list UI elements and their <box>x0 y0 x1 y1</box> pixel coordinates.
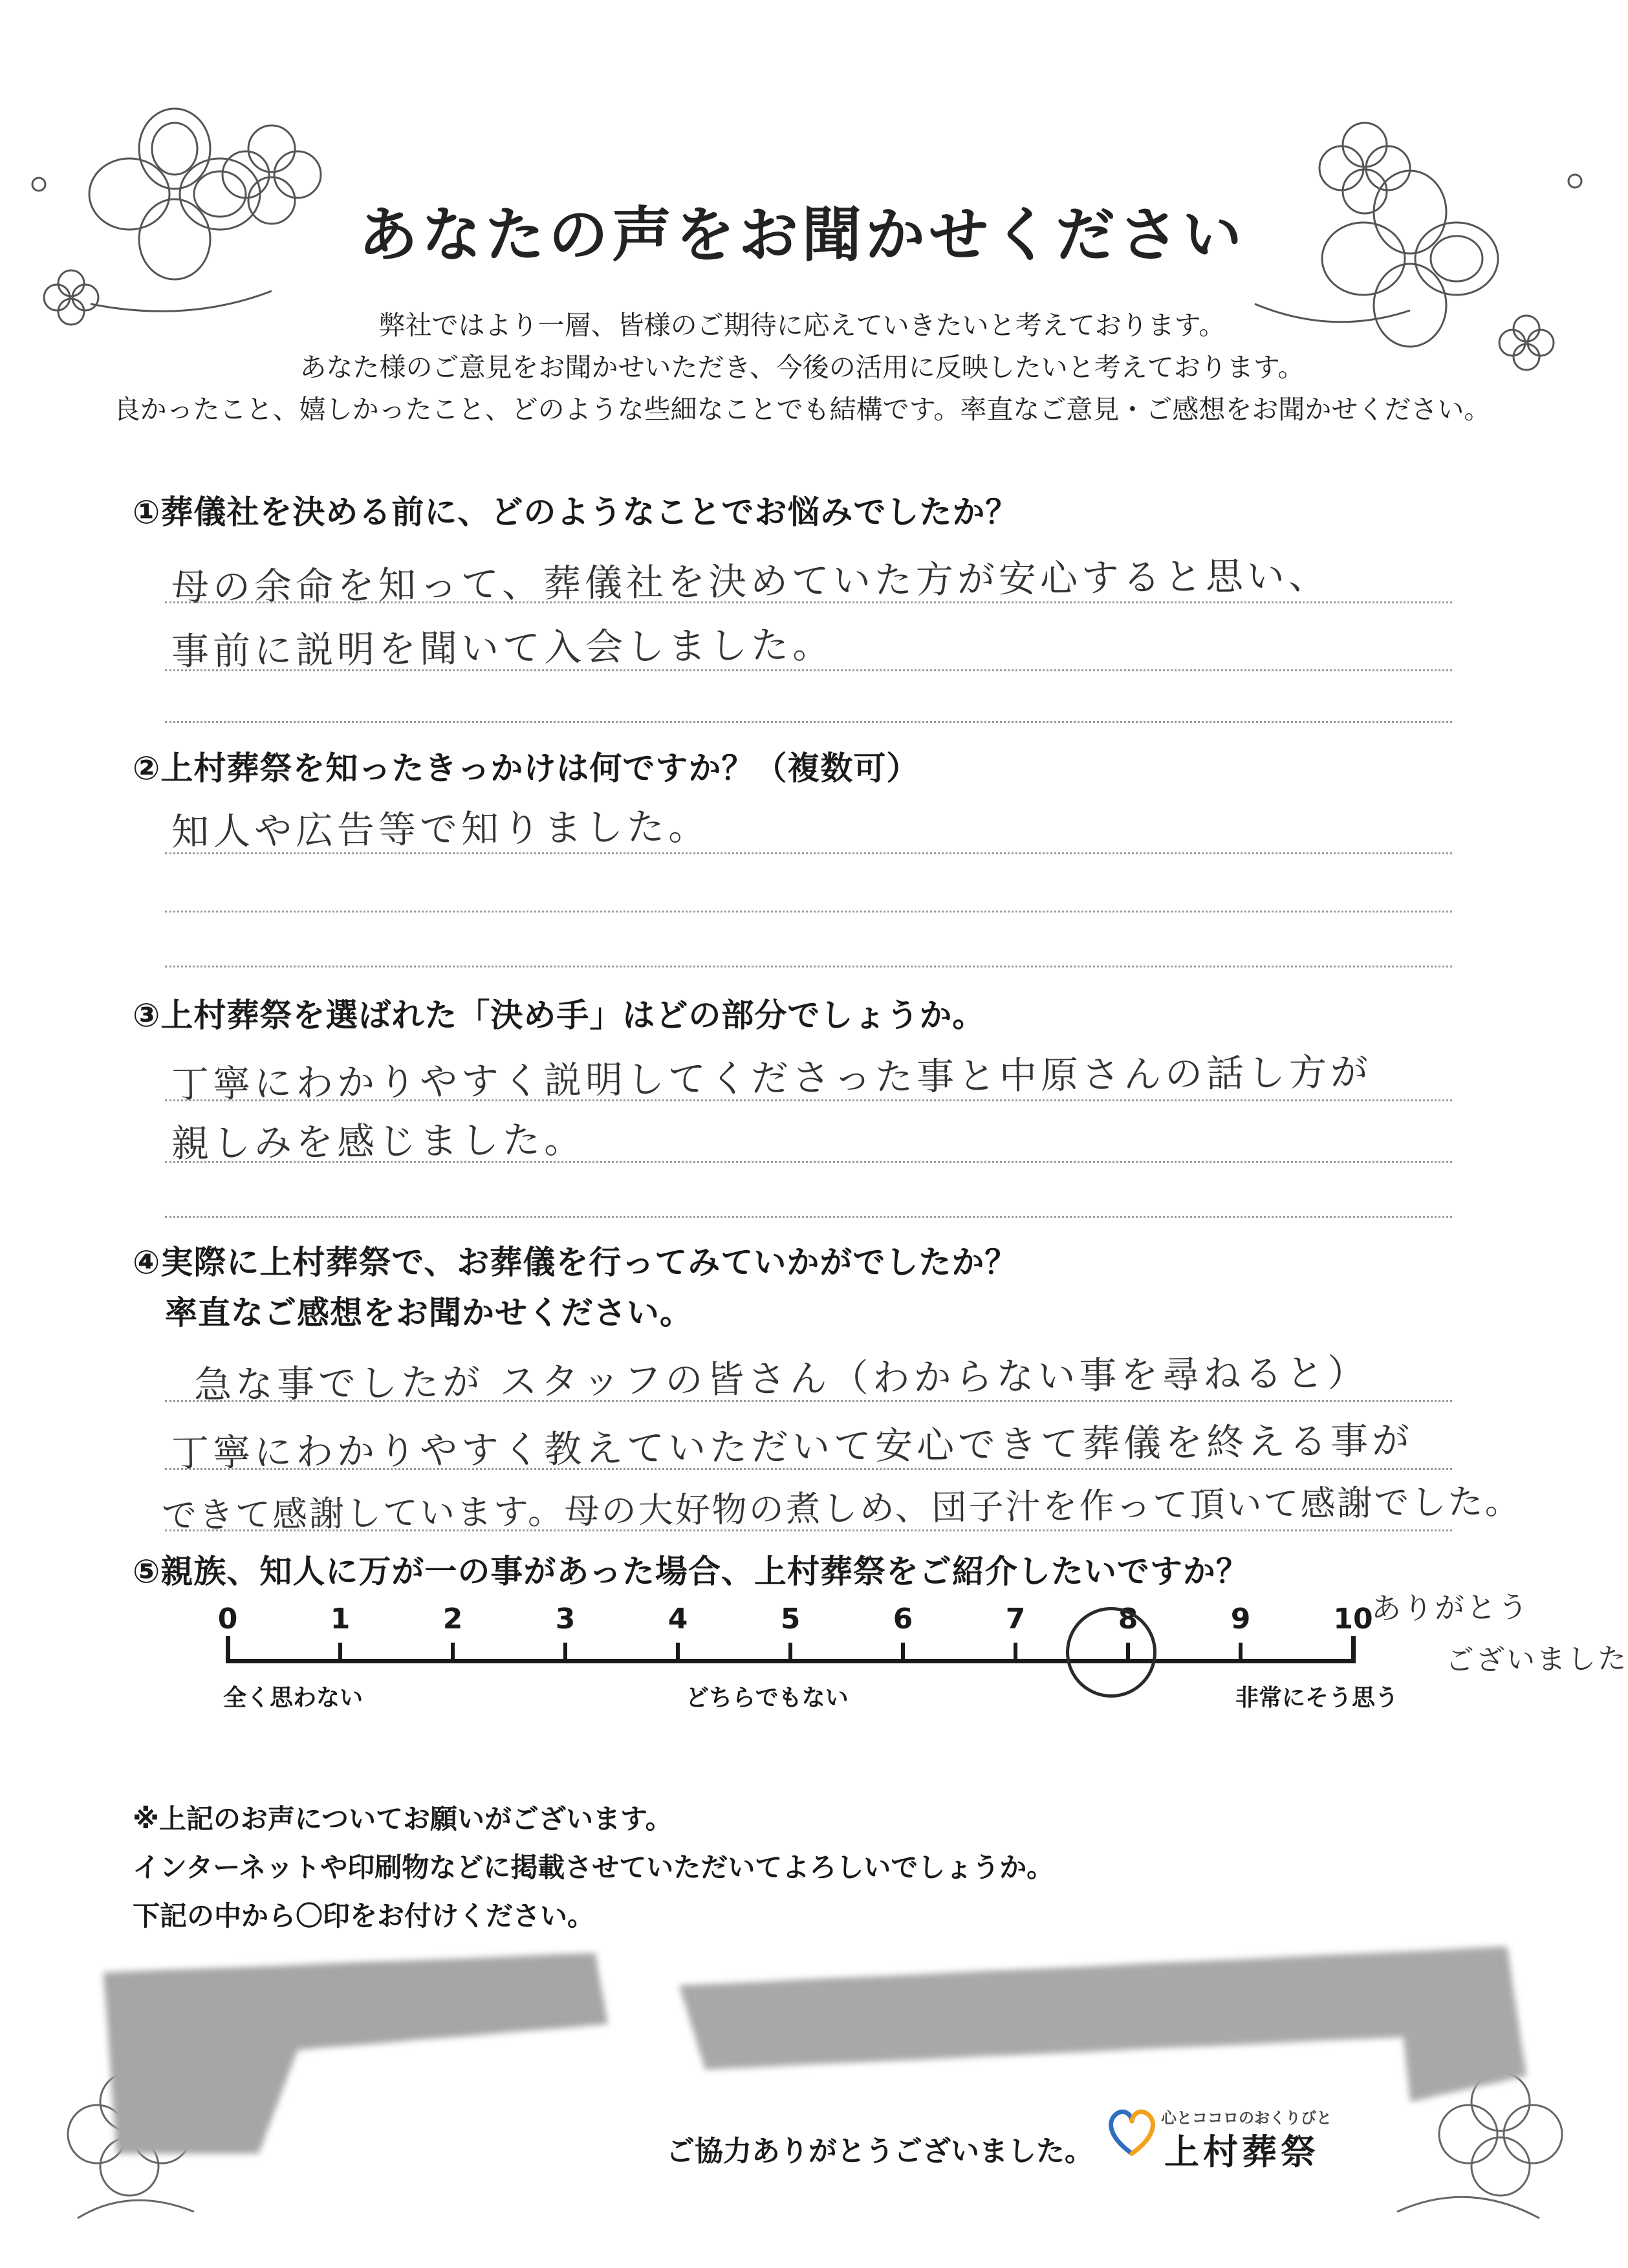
question-5-label: ⑤親族、知人に万が一の事があった場合、上村葬祭をご紹介したいですか？ <box>133 1553 1249 1590</box>
answer-rule <box>165 669 1452 671</box>
scale-axis <box>226 1659 1355 1663</box>
handwritten-thanks-line-1: ありがとう <box>1371 1589 1530 1626</box>
answer-rule <box>165 1468 1452 1470</box>
answer-rule <box>165 852 1452 854</box>
scale-tick-mark <box>676 1643 680 1662</box>
logo-name: 上村葬祭 <box>1164 2132 1319 2172</box>
scale-label-left: 全く思わない <box>223 1685 364 1711</box>
scale-tick-mark <box>338 1643 342 1662</box>
answer-rule <box>165 1161 1452 1163</box>
scale-tick-10[interactable]: 10 <box>1333 1603 1373 1636</box>
scale-end-right <box>1351 1636 1356 1663</box>
logo-tagline: 心とココロのおくりびと <box>1161 2109 1332 2127</box>
question-2-answer-line-1: 知人や広告等で知りました。 <box>171 804 710 854</box>
scale-tick-mark <box>1126 1643 1130 1662</box>
scale-tick-mark <box>563 1643 567 1662</box>
scale-tick-2[interactable]: 2 <box>442 1603 463 1636</box>
scale-tick-mark <box>788 1643 792 1662</box>
scale-tick-mark <box>901 1643 905 1662</box>
scale-label-mid: どちらでもない <box>686 1685 849 1711</box>
scale-end-left <box>226 1636 230 1663</box>
scale-tick-3[interactable]: 3 <box>555 1603 576 1636</box>
question-3-answer-line-1: 丁寧にわかりやすく説明してくださった事と中原さんの話し方が <box>171 1050 1373 1107</box>
notice-line-3: 下記の中から〇印をお付けください。 <box>133 1900 595 1932</box>
footer-thanks: ご協力ありがとうございました。 <box>666 2135 1093 2168</box>
answer-rule <box>165 966 1452 967</box>
notice-line-2: インターネットや印刷物などに掲載させていただいてよろしいでしょうか。 <box>133 1852 1054 1883</box>
scale-tick-9[interactable]: 9 <box>1230 1603 1251 1636</box>
page-title: あなたの声をお聞かせください <box>358 200 1246 270</box>
answer-rule <box>165 601 1452 603</box>
intro-line-1: 弊社ではより一層、皆様のご期待に応えていきたいと考えております。 <box>378 310 1226 341</box>
question-4-answer-line-1: 急な事でしたが スタッフの皆さん（わからない事を尋ねると） <box>193 1350 1369 1407</box>
answer-rule <box>165 1400 1452 1402</box>
question-1-label: ①葬儀社を決める前に、どのようなことでお悩みでしたか？ <box>133 493 1019 531</box>
scale-tick-mark <box>1014 1643 1017 1662</box>
selected-value-circle[interactable] <box>1060 1601 1162 1703</box>
intro-line-2: あなた様のご意見をお聞かせいただき、今後の活用に反映したいと考えております。 <box>299 352 1305 383</box>
answer-rule <box>165 1099 1452 1101</box>
scale-tick-8[interactable]: 8 <box>1118 1603 1138 1636</box>
scale-tick-0[interactable]: 0 <box>217 1603 238 1636</box>
scale-label-right: 非常にそう思う <box>1235 1685 1399 1711</box>
scale-tick-5[interactable]: 5 <box>780 1603 801 1636</box>
redacted-area-right <box>666 1947 1539 2115</box>
question-4-label: ④実際に上村葬祭で、お葬儀を行ってみていかがでしたか？ <box>133 1244 1018 1281</box>
scale-tick-mark <box>1239 1643 1243 1662</box>
answer-rule <box>165 1216 1452 1218</box>
question-3-answer-line-2: 親しみを感じました。 <box>171 1117 586 1166</box>
question-2-label: ②上村葬祭を知ったきっかけは何ですか？（複数可） <box>133 750 920 787</box>
heart-logo-icon <box>1103 2102 1161 2160</box>
intro-line-3: 良かったこと、嬉しかったこと、どのような些細なことでも結構です。率直なご意見・ご感想をお聞かせください。 <box>113 394 1491 425</box>
notice-line-1: ※上記のお声についてお願いがございます。 <box>133 1803 673 1835</box>
question-3-label: ③上村葬祭を選ばれた「決め手」はどの部分でしょうか。 <box>133 997 986 1034</box>
scale-tick-mark <box>1351 1643 1355 1662</box>
scale-tick-mark <box>226 1643 230 1662</box>
scale-tick-mark <box>451 1643 455 1662</box>
question-1-answer-line-1: 母の余命を知って、葬儀社を決めていた方が安心すると思い、 <box>171 553 1330 610</box>
scale-tick-4[interactable]: 4 <box>667 1603 688 1636</box>
question-4-label-2: 率直なご感想をお聞かせください。 <box>165 1294 693 1332</box>
question-4-answer-line-3: できて感謝しています。母の大好物の煮しめ、団子汁を作って頂いて感謝でした。 <box>161 1480 1522 1537</box>
question-1-answer-line-2: 事前に説明を聞いて入会しました。 <box>171 622 834 674</box>
scale-tick-7[interactable]: 7 <box>1005 1603 1026 1636</box>
answer-rule <box>165 1529 1452 1531</box>
answer-rule <box>165 911 1452 913</box>
handwritten-thanks-line-2: ございました <box>1445 1642 1628 1678</box>
scale-tick-1[interactable]: 1 <box>330 1603 351 1636</box>
redacted-area-left <box>103 1947 634 2160</box>
answer-rule <box>165 721 1452 723</box>
scale-tick-6[interactable]: 6 <box>893 1603 913 1636</box>
question-4-answer-line-2: 丁寧にわかりやすく教えていただいて安心できて葬儀を終える事が <box>171 1418 1414 1476</box>
